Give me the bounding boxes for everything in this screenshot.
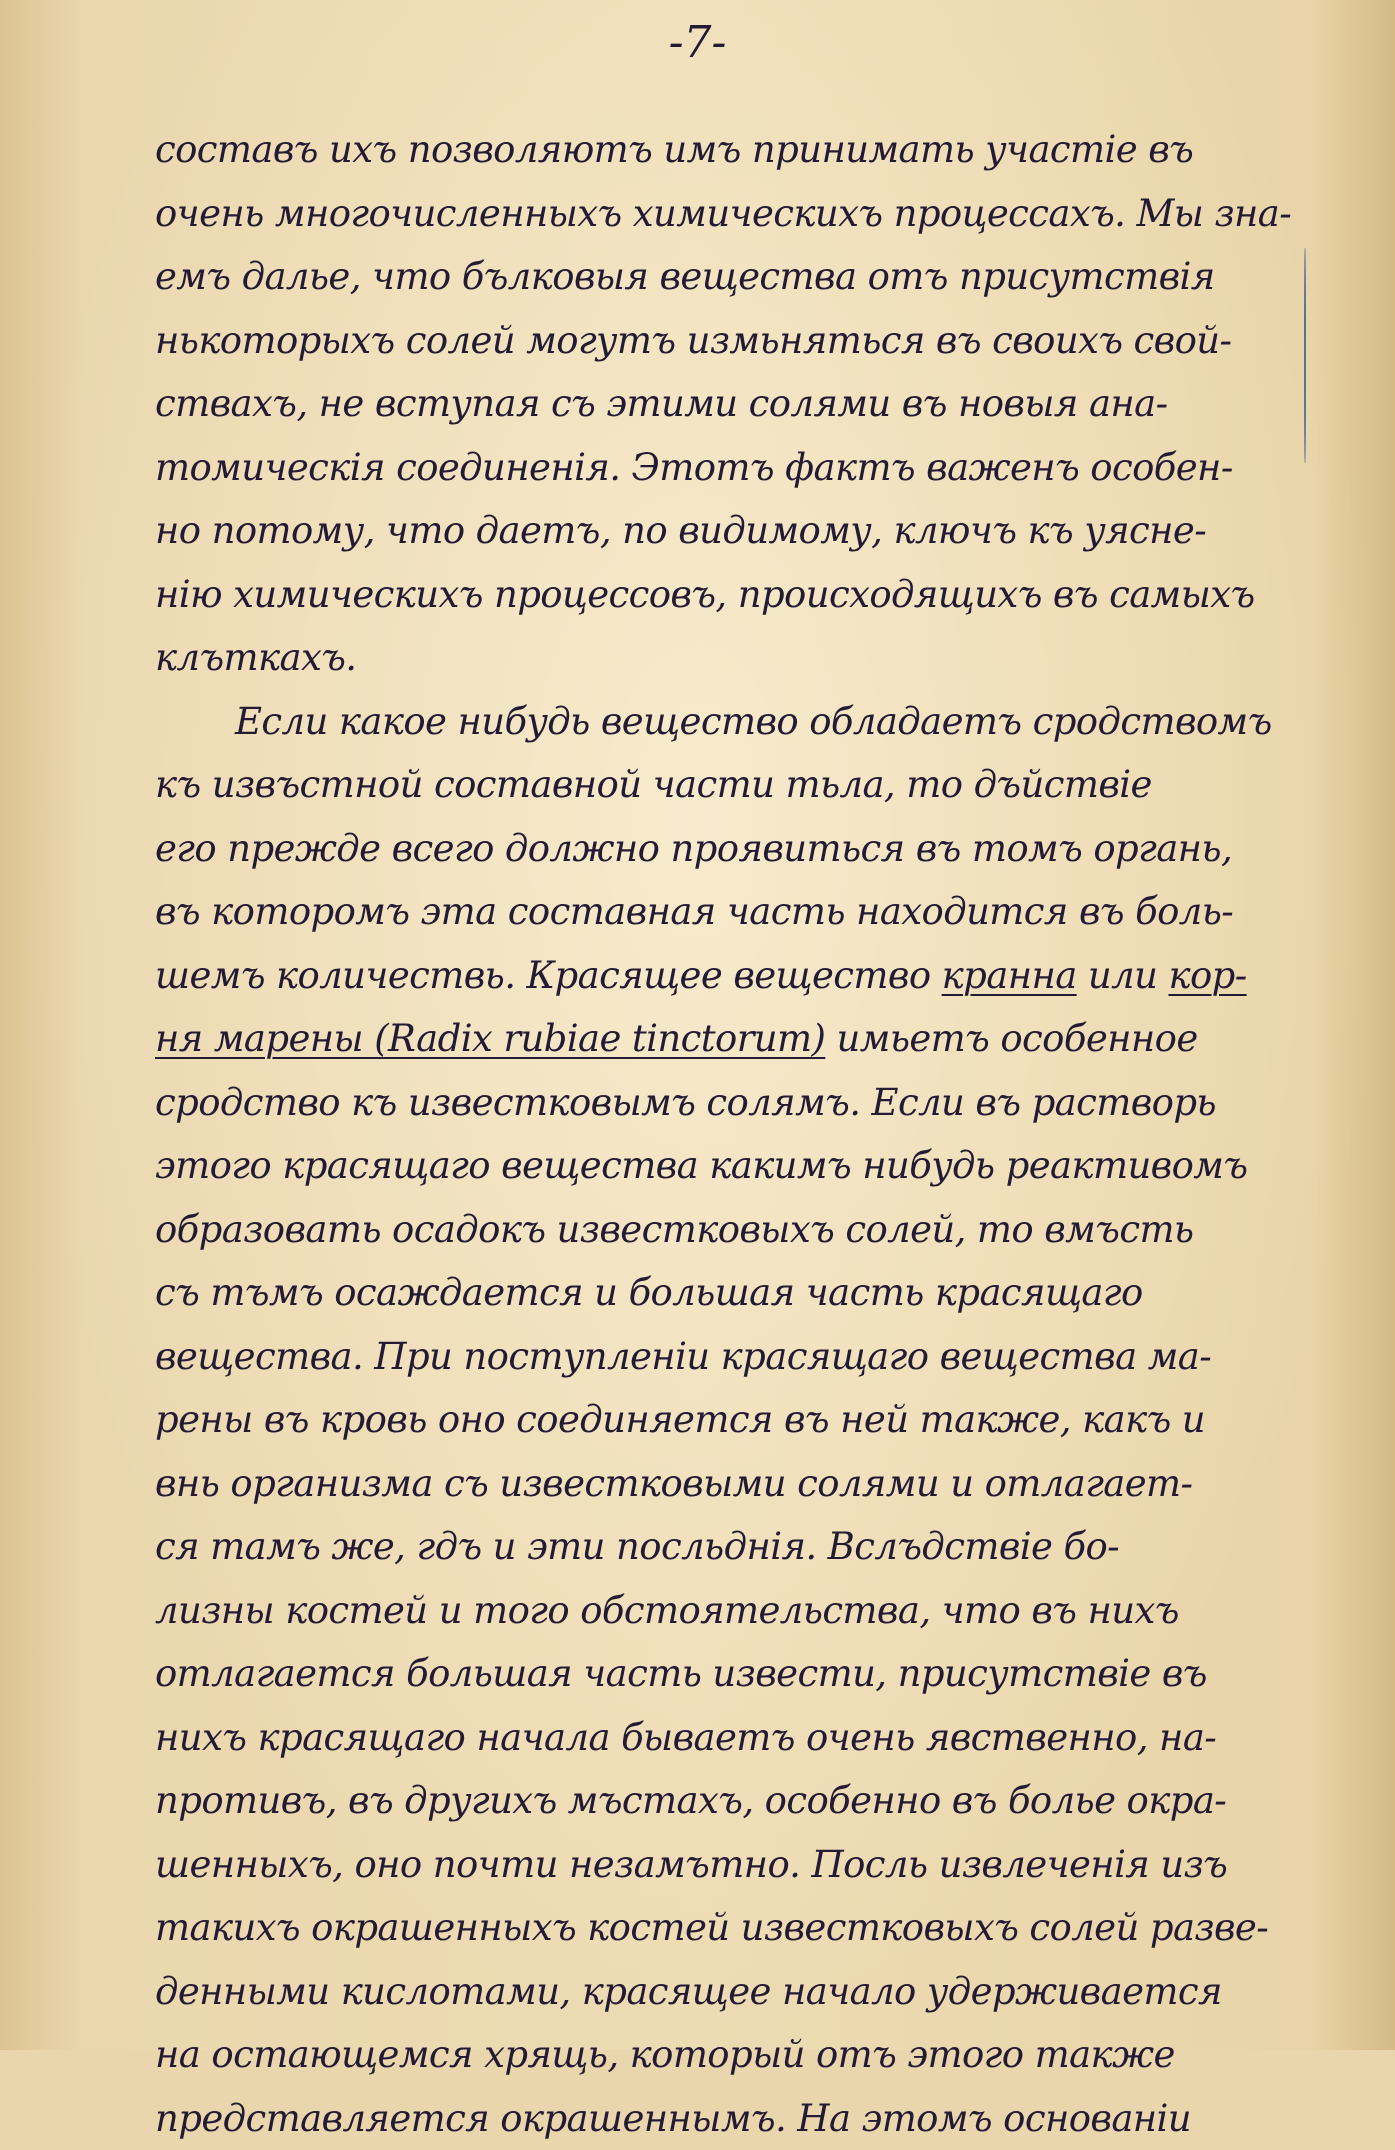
text-line: вещества. При поступленіи красящаго вещества ма- [155,1325,1325,1389]
text-line: рены въ кровь оно соединяется въ ней также, какъ и [155,1388,1325,1452]
underlined-phrase: кранна [942,954,1077,997]
text-line: въ которомъ эта составная часть находится въ боль- [155,880,1325,944]
text-line: такихъ окрашенныхъ костей известковыхъ солей разве- [155,1896,1325,1960]
text-line [155,1007,1325,1071]
text-line: очень многочисленныхъ химическихъ процессахъ. Мы зна- [155,182,1325,246]
text-line [155,944,1325,1008]
text-line: сродство къ известковымъ солямъ. Если въ растворь [155,1071,1325,1135]
text-line: на остающемся хрящь, который отъ этого также [155,2023,1325,2087]
text-line: емъ далье, что бълковыя вещества отъ присутствія [155,245,1325,309]
text-segment: шемъ количествь. Красящее вещество [155,954,942,997]
text-line: ся тамъ же, гдъ и эти посльднія. Вслъдствіе бо- [155,1515,1325,1579]
text-line: представляется окрашеннымъ. На этомъ основаніи [155,2087,1325,2150]
text-line: съ тъмъ осаждается и большая часть красящаго [155,1261,1325,1325]
text-line: нькоторыхъ солей могутъ измьняться въ своихъ свой- [155,309,1325,373]
text-line: внь организма съ известковыми солями и отлагает- [155,1452,1325,1516]
text-line: шенныхъ, оно почти незамътно. Посль извлеченія изъ [155,1833,1325,1897]
underlined-phrase: кор- [1168,954,1246,997]
text-segment: или [1077,954,1169,997]
text-segment: имьетъ особенное [825,1017,1197,1060]
text-line: Если какое нибудь вещество обладаетъ сродствомъ [155,690,1325,754]
text-line: клъткахъ. [155,626,1325,690]
underlined-phrase: ня марены (Radix rubiae tinctorum) [155,1017,825,1060]
text-line: къ извъстной составной части тьла, то дъйствіе [155,753,1325,817]
text-line: нихъ красящаго начала бываетъ очень явственно, на- [155,1706,1325,1770]
text-line: составъ ихъ позволяютъ имъ принимать участіе въ [155,118,1325,182]
text-line: этого красящаго вещества какимъ нибудь реактивомъ [155,1134,1325,1198]
text-line: его прежде всего должно проявиться въ томъ органь, [155,817,1325,881]
text-line: денными кислотами, красящее начало удерживается [155,1960,1325,2024]
text-line: но потому, что даетъ, по видимому, ключъ къ уясне- [155,499,1325,563]
handwritten-text-body [155,118,1325,2150]
text-line: отлагается большая часть извести, присутствіе въ [155,1642,1325,1706]
page-number: -7- [0,18,1395,68]
text-line: лизны костей и того обстоятельства, что въ нихъ [155,1579,1325,1643]
text-line: нію химическихъ процессовъ, происходящихъ въ самыхъ [155,563,1325,627]
text-line: противъ, въ другихъ мъстахъ, особенно въ болье окра- [155,1769,1325,1833]
text-line: образовать осадокъ известковыхъ солей, то вмъсть [155,1198,1325,1262]
text-line: ствахъ, не вступая съ этими солями въ новыя ана- [155,372,1325,436]
text-line: томическія соединенія. Этотъ фактъ важенъ особен- [155,436,1325,500]
